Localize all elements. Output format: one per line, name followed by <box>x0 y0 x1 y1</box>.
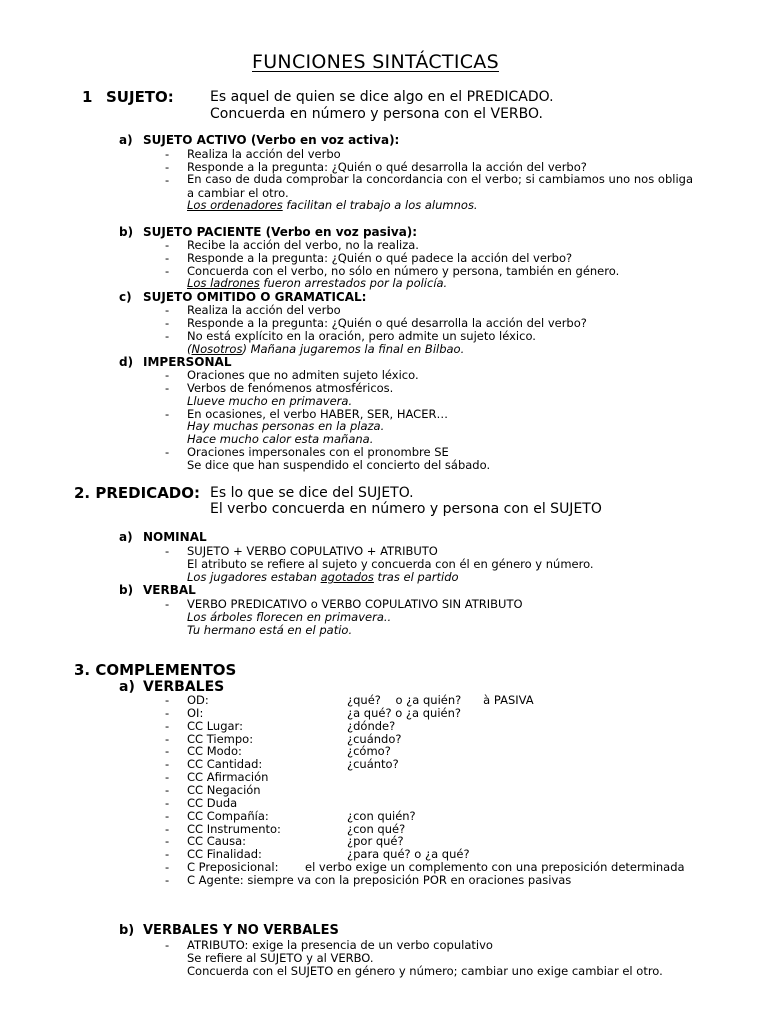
bullet-dash: - <box>165 368 170 382</box>
complement-label: CC Lugar: <box>187 718 243 733</box>
example-rest: ) Mañana jugaremos la final en Bilbao. <box>242 342 465 356</box>
complement-question: ¿cuándo? <box>347 731 402 746</box>
list-item-continuation: Se refiere al SUJETO y al VERBO. <box>187 951 374 965</box>
subsection-3b-letter: b) <box>119 923 135 938</box>
bullet-dash: - <box>165 160 170 174</box>
complement-label: C Preposicional: <box>187 860 279 874</box>
complement-label: CC Duda <box>187 795 238 810</box>
complement-label: OI: <box>187 705 204 720</box>
list-item-continuation: Concuerda con el SUJETO en género y número; cambiar uno exige cambiar el otro. <box>187 964 663 978</box>
bullet-dash: - <box>165 705 170 720</box>
bullet-dash: - <box>165 303 170 317</box>
list-item: C Agente: siempre va con la preposición POR en oraciones pasivas <box>187 873 572 887</box>
complement-question: ¿a qué? o ¿a quién? <box>347 705 461 720</box>
bullet-dash: - <box>165 757 170 772</box>
section-2-heading: 2. PREDICADO: <box>74 484 200 502</box>
example-sentence <box>187 570 459 584</box>
list-item: No está explícito en la oración, pero admite un sujeto léxico. <box>187 329 536 343</box>
subsection-1b-letter: b) <box>119 225 134 239</box>
bullet-dash: - <box>165 873 170 887</box>
page-title: FUNCIONES SINTÁCTICAS <box>252 51 499 73</box>
example-rest: fueron arrestados por la policía. <box>259 276 448 290</box>
complement-label: OD: <box>187 693 209 707</box>
list-item: Verbos de fenómenos atmosféricos. <box>187 381 394 395</box>
list-item: En ocasiones, el verbo HABER, SER, HACER… <box>187 407 448 421</box>
bullet-dash: - <box>165 744 170 759</box>
example-sentence: Hace mucho calor esta mañana. <box>187 432 374 446</box>
example-sentence: Llueve mucho en primavera. <box>187 394 353 408</box>
bullet-dash: - <box>165 381 170 395</box>
bullet-dash: - <box>165 731 170 746</box>
bullet-dash: - <box>165 316 170 330</box>
example-sentence: Tu hermano está en el patio. <box>187 623 353 637</box>
complement-description: el verbo exige un complemento con una preposición determinada <box>305 860 685 874</box>
bullet-dash: - <box>165 693 170 707</box>
section-1-definition-2: Concuerda en número y persona con el VERBO. <box>210 106 543 122</box>
bullet-dash: - <box>165 808 170 823</box>
section-2-definition-2: El verbo concuerda en número y persona con el SUJETO <box>210 501 602 517</box>
example-sentence <box>187 276 447 290</box>
bullet-dash: - <box>165 147 170 161</box>
complement-label: CC Negación <box>187 783 261 797</box>
list-item: Concuerda con el verbo, no sólo en número y persona, también en género. <box>187 264 620 278</box>
complement-label: CC Finalidad: <box>187 847 262 862</box>
bullet-dash: - <box>165 407 170 421</box>
complement-label: CC Cantidad: <box>187 757 263 772</box>
list-item: VERBO PREDICATIVO o VERBO COPULATIVO SIN ATRIBUTO <box>187 597 523 611</box>
complement-question: ¿cuánto? <box>347 757 399 772</box>
bullet-dash: - <box>165 783 170 797</box>
subsection-2a-heading: NOMINAL <box>143 530 207 544</box>
subsection-3a-letter: a) <box>119 679 135 695</box>
complement-label: CC Modo: <box>187 744 242 759</box>
list-item-continuation: El atributo se refiere al sujeto y concuerda con él en género y número. <box>187 557 594 571</box>
bullet-dash: - <box>165 821 170 836</box>
section-1-definition-1: Es aquel de quien se dice algo en el PREDICADO. <box>210 89 554 105</box>
bullet-dash: - <box>165 847 170 862</box>
bullet-dash: - <box>165 173 170 187</box>
complement-question: ¿por qué? <box>347 834 404 849</box>
complement-question: ¿para qué? o ¿a qué? <box>347 847 470 862</box>
bullet-dash: - <box>165 445 170 459</box>
example-sentence <box>187 198 478 212</box>
list-item: Realiza la acción del verbo <box>187 303 341 317</box>
section-1-heading: SUJETO: <box>106 88 174 106</box>
subsection-2b-letter: b) <box>119 583 134 597</box>
example-post: tras el partido <box>373 570 459 584</box>
example-sentence: Se dice que han suspendido el concierto del sábado. <box>187 458 491 472</box>
bullet-dash: - <box>165 770 170 785</box>
example-paren: ( <box>187 342 192 356</box>
complement-label: CC Instrumento: <box>187 821 281 836</box>
list-item: SUJETO + VERBO COPULATIVO + ATRIBUTO <box>187 544 438 558</box>
subsection-1d-heading: IMPERSONAL <box>143 355 232 369</box>
example-attribute: agotados <box>320 570 374 584</box>
list-item: En caso de duda comprobar la concordancia con el verbo; si cambiamos uno nos obliga a cambiar el otro. <box>187 172 693 200</box>
bullet-dash: - <box>165 597 170 611</box>
complement-question: ¿qué? o ¿a quién? à PASIVA <box>347 693 534 707</box>
subsection-1a-letter: a) <box>119 133 133 147</box>
complement-label: CC Compañía: <box>187 808 269 823</box>
list-item: ATRIBUTO: exige la presencia de un verbo copulativo <box>187 938 493 952</box>
complement-label: CC Afirmación <box>187 770 269 785</box>
list-item: Oraciones impersonales con el pronombre SE <box>187 445 449 459</box>
bullet-dash: - <box>165 860 170 874</box>
subsection-1b-heading: SUJETO PACIENTE (Verbo en voz pasiva): <box>143 225 418 239</box>
example-sentence: Los árboles florecen en primavera.. <box>187 610 392 624</box>
list-item: Recibe la acción del verbo, no la realiza. <box>187 238 419 252</box>
complement-question: ¿con quién? <box>347 808 416 823</box>
example-pre: Los jugadores estaban <box>187 570 321 584</box>
example-subject: Los ladrones <box>187 276 260 290</box>
bullet-dash: - <box>165 329 170 343</box>
example-sentence <box>187 342 464 356</box>
bullet-dash: - <box>165 251 170 265</box>
subsection-1a-heading: SUJETO ACTIVO (Verbo en voz activa): <box>143 133 400 147</box>
bullet-dash: - <box>165 238 170 252</box>
list-item: Responde a la pregunta: ¿Quién o qué desarrolla la acción del verbo? <box>187 316 587 330</box>
list-item: Realiza la acción del verbo <box>187 147 341 161</box>
subsection-1c-letter: c) <box>119 290 132 304</box>
list-item: Responde a la pregunta: ¿Quién o qué padece la acción del verbo? <box>187 251 573 265</box>
subsection-3a-heading: VERBALES <box>143 679 225 695</box>
bullet-dash: - <box>165 795 170 810</box>
bullet-dash: - <box>165 938 170 952</box>
example-sentence: Hay muchas personas en la plaza. <box>187 419 385 433</box>
bullet-dash: - <box>165 718 170 733</box>
example-subject: Los ordenadores <box>187 198 283 212</box>
bullet-dash: - <box>165 264 170 278</box>
section-2-definition-1: Es lo que se dice del SUJETO. <box>210 485 414 501</box>
complement-label: CC Causa: <box>187 834 246 849</box>
complement-label: CC Tiempo: <box>187 731 254 746</box>
bullet-dash: - <box>165 834 170 849</box>
section-3-heading: 3. COMPLEMENTOS <box>74 661 237 679</box>
section-1-number: 1 <box>82 88 93 106</box>
complement-question: ¿cómo? <box>347 744 391 759</box>
subsection-1d-letter: d) <box>119 355 134 369</box>
list-item: Responde a la pregunta: ¿Quién o qué desarrolla la acción del verbo? <box>187 160 587 174</box>
example-subject: Nosotros <box>191 342 243 356</box>
list-item: Oraciones que no admiten sujeto léxico. <box>187 368 419 382</box>
bullet-dash: - <box>165 544 170 558</box>
example-rest: facilitan el trabajo a los alumnos. <box>282 198 478 212</box>
complement-question: ¿dónde? <box>347 718 396 733</box>
subsection-3b-heading: VERBALES Y NO VERBALES <box>143 923 339 938</box>
complement-question: ¿con qué? <box>347 821 406 836</box>
subsection-2b-heading: VERBAL <box>143 583 196 597</box>
subsection-1c-heading: SUJETO OMITIDO O GRAMATICAL: <box>143 290 367 304</box>
subsection-2a-letter: a) <box>119 530 133 544</box>
